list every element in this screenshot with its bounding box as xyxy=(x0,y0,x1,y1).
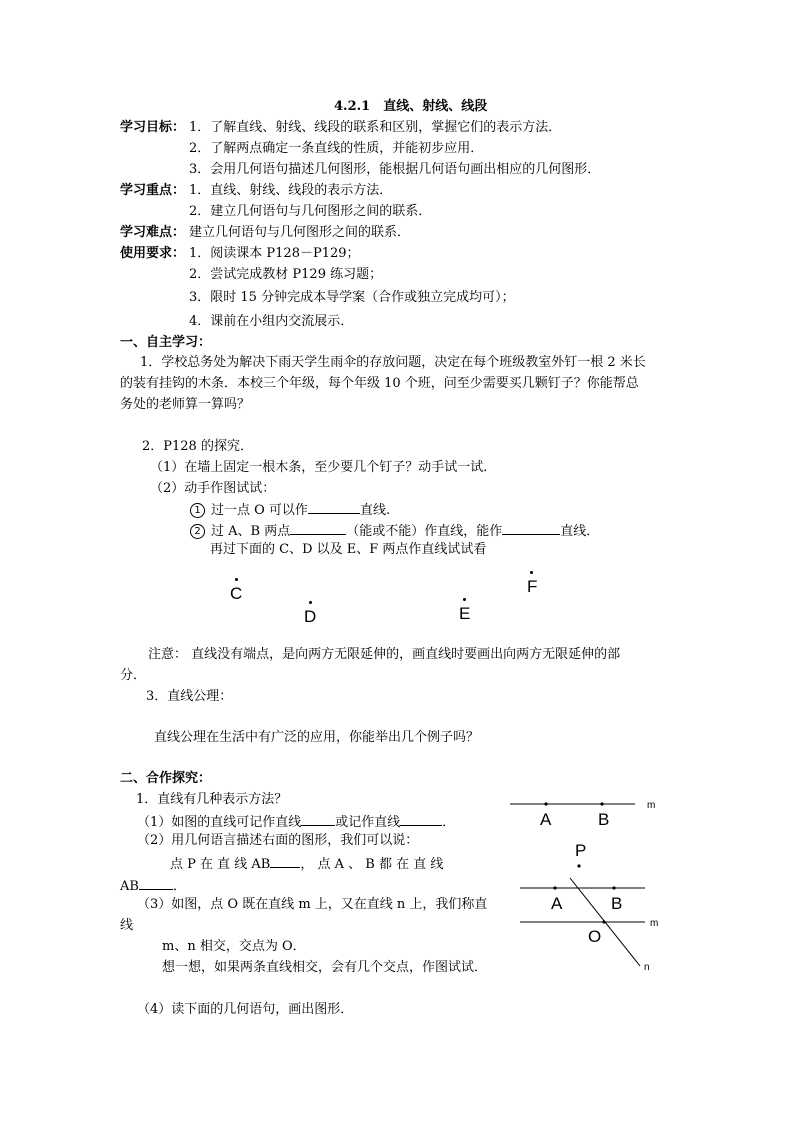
note-text: 分． xyxy=(120,668,147,683)
q1-text: 务处的老师算一算吗？ xyxy=(120,397,251,412)
q1-text: 1．学校总务处为解决下雨天学生雨伞的存放问题，决定在每个班级教室外钉一根 2 米长 xyxy=(140,355,646,370)
s2-line3-b: ． xyxy=(172,879,186,894)
point-f-dot xyxy=(530,571,533,574)
construction-1 xyxy=(190,500,390,520)
s2-sub1 xyxy=(137,812,455,832)
point-e-dot xyxy=(463,598,466,601)
page-title: 4.2.1 直线、射线、线段 xyxy=(334,99,488,114)
point-d-label: D xyxy=(304,607,317,626)
circled-number: 1 xyxy=(190,503,205,518)
s2-sub2-line2 xyxy=(170,854,443,874)
objective-item: 3．会用几何语句描述几何图形，能根据几何语句画出相应的几何图形． xyxy=(189,162,601,177)
answer-blank[interactable] xyxy=(139,876,173,890)
s2-sub3: m、n 相交，交点为 O． xyxy=(162,939,306,954)
difficulty-text: 建立几何语句与几何图形之间的联系． xyxy=(189,225,411,240)
point-d-dot xyxy=(309,601,312,604)
q2-title: 2．P128 的探究． xyxy=(142,439,253,454)
objective-item: 2．了解两点确定一条直线的性质，并能初步应用． xyxy=(189,141,484,156)
s2-line3-a: AB xyxy=(120,879,139,894)
answer-blank[interactable] xyxy=(502,521,560,535)
note-text: 注意： 直线没有端点，是向两方无限延伸的，画直线时要画出向两方无限延伸的部 xyxy=(148,647,621,662)
c1-pre: 过一点 O 可以作 xyxy=(211,503,308,518)
q3-title: 3．直线公理： xyxy=(146,689,233,704)
point-b-dot xyxy=(600,802,603,805)
fig2-label-n: n xyxy=(644,962,650,973)
point-b-dot xyxy=(612,886,615,889)
point-o-dot xyxy=(602,920,605,923)
s2-sub1-mid: 或记作直线 xyxy=(335,815,401,830)
point-c-label: C xyxy=(230,584,243,603)
answer-blank[interactable] xyxy=(308,500,360,514)
answer-blank[interactable] xyxy=(400,812,442,826)
figure-intersecting-lines xyxy=(515,838,675,978)
s2-sub1-pre: （1）如图的直线可记作直线 xyxy=(137,815,302,830)
requirements-label: 使用要求： xyxy=(120,246,186,261)
objectives-label: 学习目标： xyxy=(120,120,186,135)
fig2-label-p: P xyxy=(575,841,587,860)
s2-sub1-post: ． xyxy=(442,815,456,830)
section2-heading: 二、合作探究： xyxy=(120,771,212,786)
fig2-label-o: O xyxy=(588,927,602,946)
point-p-dot xyxy=(577,864,580,867)
key-point-item: 1．直线、射线、线段的表示方法． xyxy=(189,183,393,198)
section1-heading: 一、自主学习： xyxy=(120,335,212,350)
q3-question: 直线公理在生活中有广泛的应用，你能举出几个例子吗？ xyxy=(154,730,480,745)
figure-line-ab xyxy=(505,792,665,832)
circled-number: 2 xyxy=(190,524,205,539)
c2-pre: 过 A、B 两点 xyxy=(211,524,291,539)
c2-mid: （能或不能）作直线，能作 xyxy=(346,524,503,539)
objective-item: 1．了解直线、射线、线段的联系和区别，掌握它们的表示方法． xyxy=(189,120,562,135)
construction-2 xyxy=(190,521,599,541)
q2-sub2: （2）动手作图试试： xyxy=(150,481,276,496)
point-a-dot xyxy=(553,886,556,889)
answer-blank[interactable] xyxy=(301,812,335,826)
requirement-item: 3．限时 15 分钟完成本导学案（合作或独立完成均可）； xyxy=(189,290,515,305)
point-a-dot xyxy=(544,802,547,805)
s2-sub2-line3 xyxy=(120,876,186,896)
fig2-label-a: A xyxy=(551,894,563,913)
difficulty-label: 学习难点： xyxy=(120,225,186,240)
s2-sub3: 线 xyxy=(120,918,134,933)
requirement-item: 4．课前在小组内交流展示． xyxy=(189,314,354,329)
answer-blank[interactable] xyxy=(290,521,346,535)
fig2-label-m: m xyxy=(650,918,659,929)
fig1-label-b: B xyxy=(598,810,610,829)
q2-try: 再过下面的 C、D 以及 E、F 两点作直线试试看 xyxy=(210,542,487,557)
s2-line2-b: ， 点 A 、 B 都 在 直 线 xyxy=(300,857,444,872)
q2-sub1: （1）在墙上固定一根木条，至少要几个钉子？动手试一试． xyxy=(150,460,497,475)
fig2-label-b: B xyxy=(611,894,623,913)
point-f-label: F xyxy=(527,577,538,596)
s2-sub3: 想一想，如果两条直线相交，会有几个交点，作图试试． xyxy=(162,960,488,975)
key-point-item: 2．建立几何语句与几何图形之间的联系． xyxy=(189,204,432,219)
requirement-item: 2．尝试完成教材 P129 练习题； xyxy=(189,267,383,282)
key-points-label: 学习重点： xyxy=(120,183,186,198)
c2-post: 直线． xyxy=(560,524,600,539)
q1-text: 的装有挂钩的木条．本校三个年级，每个年级 10 个班，问至少需要买几颗钉子？你能帮总 xyxy=(120,376,639,391)
point-e-label: E xyxy=(459,604,471,623)
c1-post: 直线. xyxy=(359,503,391,518)
answer-blank[interactable] xyxy=(270,854,300,868)
s2-sub3: （3）如图，点 O 既在直线 m 上，又在直线 n 上，我们称直 xyxy=(137,897,488,912)
s2-sub2: （2）用几何语言描述右面的图形，我们可以说： xyxy=(137,833,419,848)
fig1-label-m: m xyxy=(647,800,656,811)
s2-sub4: （4）读下面的几何语句，画出图形． xyxy=(137,1002,354,1017)
s2-line2-a: 点 P 在 直 线 AB xyxy=(170,857,271,872)
point-c-dot xyxy=(235,578,238,581)
fig1-label-a: A xyxy=(540,810,552,829)
s2-q1-title: 1．直线有几种表示方法？ xyxy=(136,792,288,807)
requirement-item: 1．阅读课本 P128－P129； xyxy=(189,246,360,261)
